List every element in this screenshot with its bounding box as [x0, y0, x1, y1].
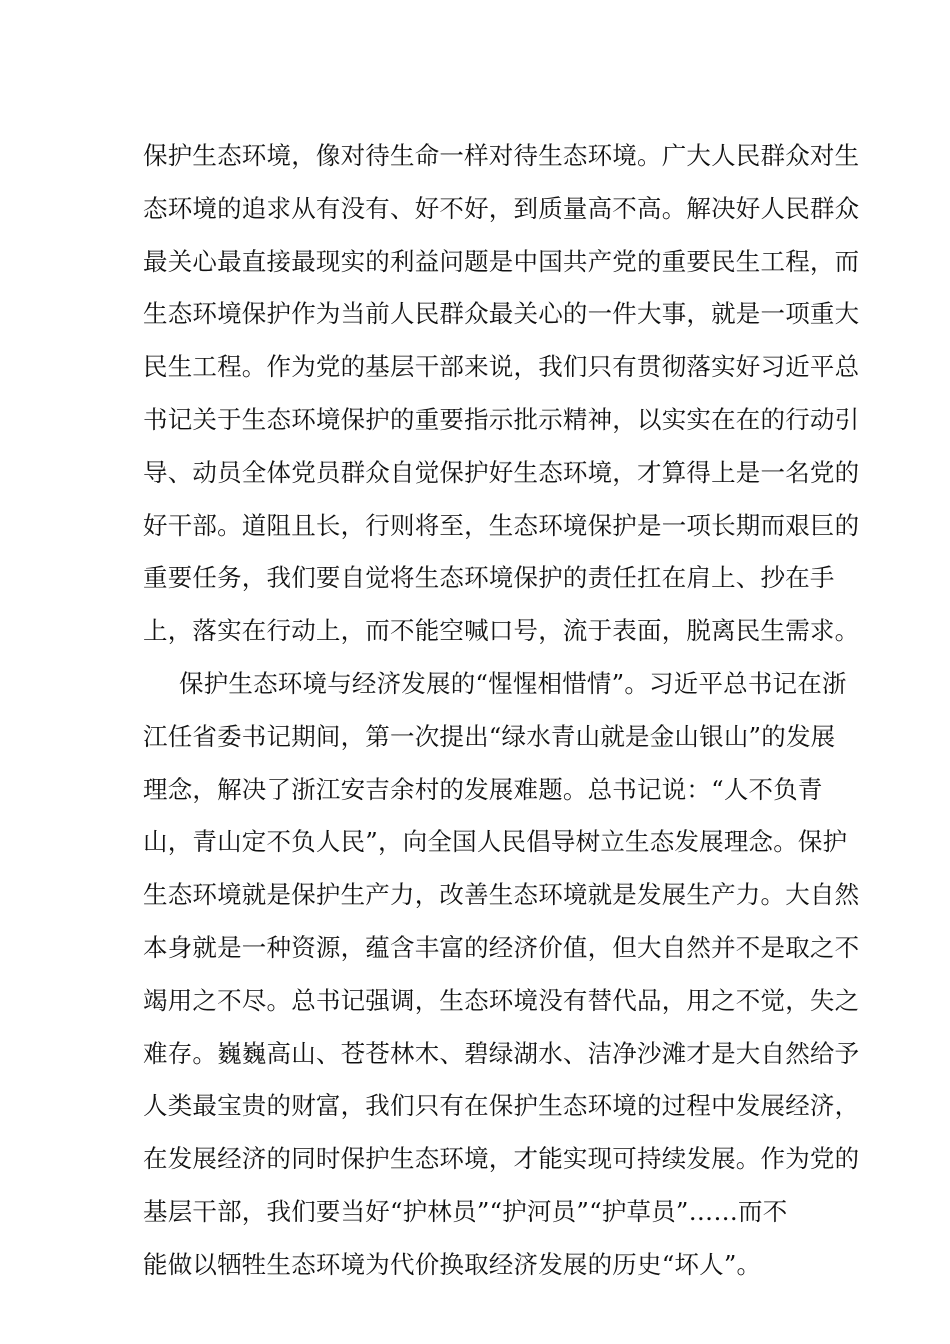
- text-line: 态环境的追求从有没有、好不好，到质量高不高。解决好人民群众: [143, 193, 860, 223]
- text-line: 生态环境就是保护生产力，改善生态环境就是发展生产力。大自然: [143, 880, 860, 910]
- text-line: 山，青山定不负人民”，向全国人民倡导树立生态发展理念。保护: [143, 827, 848, 857]
- text-line: 上，落实在行动上，而不能空喊口号，流于表面，脱离民生需求。: [143, 616, 860, 646]
- text-line: 能做以牺牲生态环境为代价换取经济发展的历史“坏人”。: [143, 1249, 762, 1279]
- text-line: 人类最宝贵的财富，我们只有在保护生态环境的过程中发展经济，: [143, 1091, 860, 1121]
- text-line: 保护生态环境，像对待生命一样对待生态环境。广大人民群众对生: [143, 141, 860, 170]
- text-line: 书记关于生态环境保护的重要指示批示精神，以实实在在的行动引: [143, 404, 860, 434]
- paragraph-start-line: 保护生态环境与经济发展的“惺惺相惜情”。习近平总书记在浙: [179, 668, 847, 698]
- text-line: 江任省委书记期间，第一次提出“绿水青山就是金山银山”的发展: [143, 721, 836, 751]
- text-line: 生态环境保护作为当前人民群众最关心的一件大事，就是一项重大: [143, 299, 860, 329]
- text-line: 重要任务，我们要自觉将生态环境保护的责任扛在肩上、抄在手: [143, 563, 835, 593]
- text-line: 在发展经济的同时保护生态环境，才能实现可持续发展。作为党的: [143, 1144, 860, 1174]
- text-line: 本身就是一种资源，蕴含丰富的经济价值，但大自然并不是取之不: [143, 932, 860, 962]
- text-line: 最关心最直接最现实的利益问题是中国共产党的重要民生工程，而: [143, 246, 860, 276]
- text-line: 民生工程。作为党的基层干部来说，我们只有贯彻落实好习近平总: [143, 352, 860, 382]
- body-text: [143, 130, 860, 1292]
- text-line: 好干部。道阻且长，行则将至，生态环境保护是一项长期而艰巨的: [143, 510, 860, 540]
- text-line: 竭用之不尽。总书记强调，生态环境没有替代品，用之不觉，失之: [143, 985, 860, 1015]
- text-line: 难存。巍巍高山、苍苍林木、碧绿湖水、洁净沙滩才是大自然给予: [143, 1038, 860, 1068]
- text-line: 导、动员全体党员群众自觉保护好生态环境，才算得上是一名党的: [143, 457, 860, 487]
- text-line: 理念，解决了浙江安吉余村的发展难题。总书记说：“人不负青: [143, 774, 823, 804]
- text-line: 基层干部，我们要当好“护林员”“护河员”“护草员”……而不: [143, 1196, 788, 1226]
